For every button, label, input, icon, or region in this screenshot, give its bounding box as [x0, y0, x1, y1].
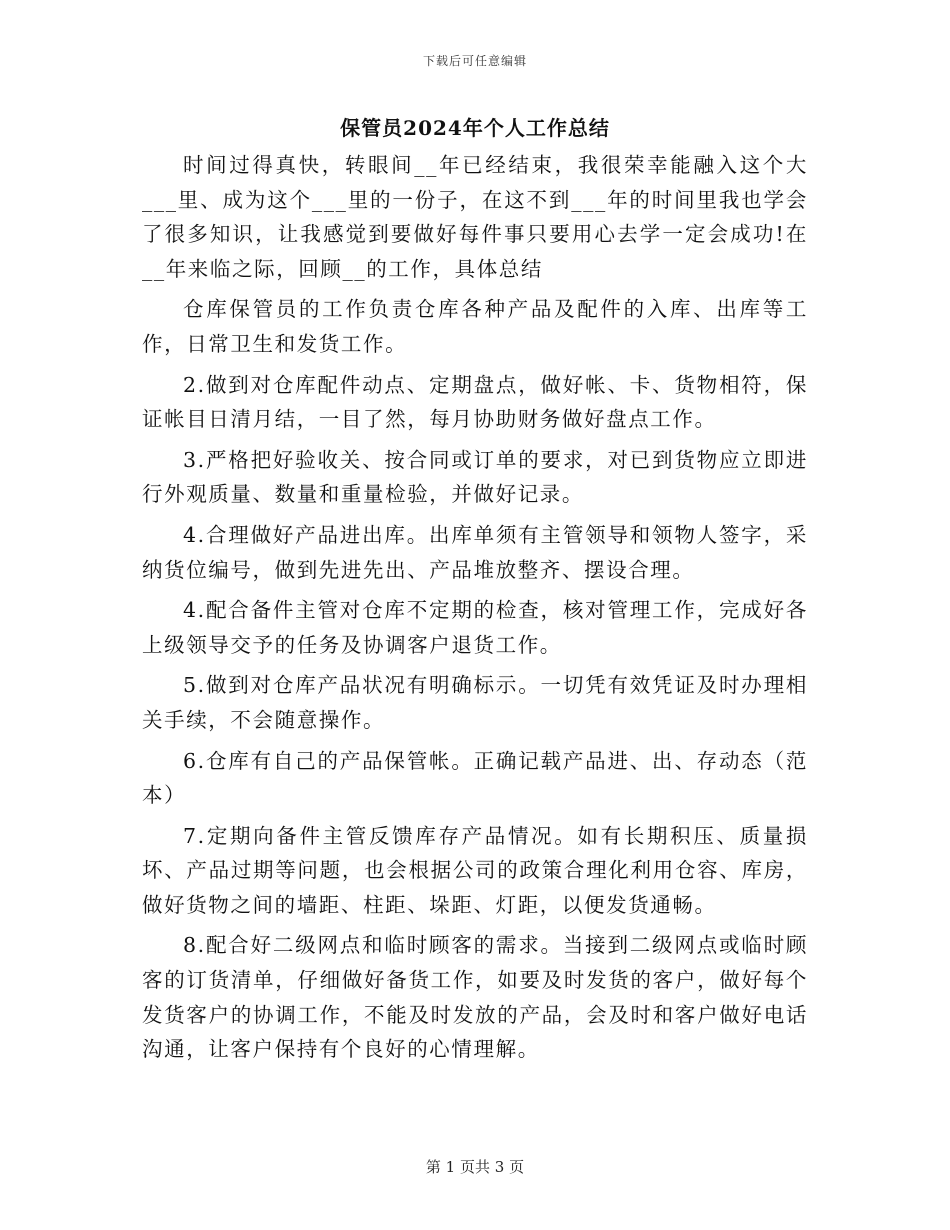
page-header-note: 下载后可任意编辑 [422, 54, 527, 68]
paragraph-item-3: 3.严格把好验收关、按合同或订单的要求，对已到货物应立即进行外观质量、数量和重量检验，并做好记录。 [142, 447, 808, 507]
document-body [142, 148, 808, 1073]
paragraph-item-4b: 4.配合备件主管对仓库不定期的检查，核对管理工作，完成好各上级领导交予的任务及协调客户退货工作。 [142, 598, 808, 657]
paragraph-item-2: 2.做到对仓库配件动点、定期盘点，做好帐、卡、货物相符，保证帐目日清月结，一目了然，每月协助财务做好盘点工作。 [142, 372, 808, 432]
paragraph-item-7: 7.定期向备件主管反馈库存产品情况。如有长期积压、质量损坏、产品过期等问题，也会根据公司的政策合理化利用仓容、库房，做好货物之间的墙距、柱距、垛距、灯距，以便发货通畅。 [142, 823, 808, 917]
paragraph-item-5: 5.做到对仓库产品状况有明确标示。一切凭有效凭证及时办理相关手续，不会随意操作。 [142, 673, 808, 732]
paragraph-item-6: 6.仓库有自己的产品保管帐。正确记载产品进、出、存动态（范本） [142, 748, 808, 808]
page-number: 第 1 页共 3 页 [425, 1158, 525, 1176]
paragraph-item-8: 8.配合好二级网点和临时顾客的需求。当接到二级网点或临时顾客的订货清单，仔细做好备货工作，如要及时发货的客户，做好每个发货客户的协调工作，不能及时发放的产品，会及时和客户做好电话沟通，让客户保持有个良好的心情理解。 [142, 933, 808, 1062]
document-title: 保管员2024年个人工作总结 [340, 116, 610, 140]
paragraph-duties: 仓库保管员的工作负责仓库各种产品及配件的入库、出库等工作，日常卫生和发货工作。 [142, 297, 808, 356]
paragraph-intro: 时间过得真快，转眼间__年已经结束，我很荣幸能融入这个大___里、成为这个___里的一份子，在这不到___年的时间里我也学会了很多知识，让我感觉到要做好每件事只要用心去学一定会成功!在__年来临之际，回顾__的工作，具体总结 [142, 153, 808, 281]
paragraph-item-4a: 4.合理做好产品进出库。出库单须有主管领导和领物人签字，采纳货位编号，做到先进先出、产品堆放整齐、摆设合理。 [142, 522, 808, 582]
